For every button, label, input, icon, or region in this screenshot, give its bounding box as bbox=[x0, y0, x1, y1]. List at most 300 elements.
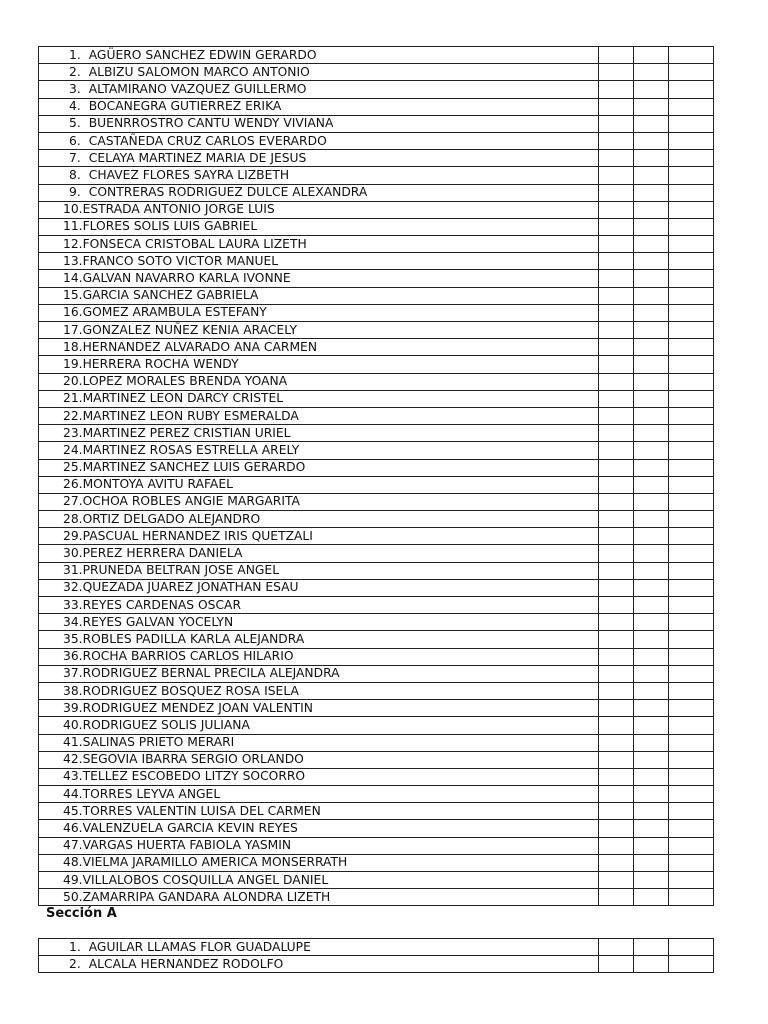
student-name: MARTINEZ LEON DARCY CRISTEL bbox=[82, 391, 284, 406]
row-number: 45. bbox=[63, 803, 83, 818]
student-name: PRUNEDA BELTRAN JOSE ANGEL bbox=[82, 563, 280, 578]
row-number: 27. bbox=[63, 494, 83, 509]
check-cell-3[interactable] bbox=[669, 201, 714, 218]
check-cell-1[interactable] bbox=[599, 373, 634, 390]
check-cell-1[interactable] bbox=[599, 803, 634, 820]
student-name-cell bbox=[39, 64, 599, 81]
student-name-cell bbox=[39, 201, 599, 218]
row-number: 12. bbox=[63, 236, 83, 251]
check-cell-1[interactable] bbox=[599, 236, 634, 253]
student-name-cell bbox=[39, 682, 599, 699]
check-cell-3[interactable] bbox=[669, 786, 714, 803]
table-row bbox=[39, 631, 714, 648]
check-cell-2[interactable] bbox=[634, 425, 669, 442]
check-cell-2[interactable] bbox=[634, 390, 669, 407]
check-cell-3[interactable] bbox=[669, 150, 714, 167]
check-cell-2[interactable] bbox=[634, 339, 669, 356]
check-cell-1[interactable] bbox=[599, 304, 634, 321]
student-name: PASCUAL HERNANDEZ IRIS QUETZALI bbox=[82, 528, 313, 543]
check-cell-2[interactable] bbox=[634, 218, 669, 235]
check-cell-2[interactable] bbox=[634, 631, 669, 648]
check-cell-2[interactable] bbox=[634, 854, 669, 871]
check-cell-1[interactable] bbox=[599, 511, 634, 528]
check-cell-1[interactable] bbox=[599, 717, 634, 734]
check-cell-3[interactable] bbox=[669, 682, 714, 699]
check-cell-3[interactable] bbox=[669, 459, 714, 476]
student-name: HERNANDEZ ALVARADO ANA CARMEN bbox=[82, 339, 318, 354]
check-cell-3[interactable] bbox=[669, 648, 714, 665]
student-name: CONTRERAS RODRIGUEZ DULCE ALEXANDRA bbox=[88, 185, 368, 200]
check-cell-2[interactable] bbox=[634, 820, 669, 837]
table-row bbox=[39, 889, 714, 906]
check-cell-2[interactable] bbox=[634, 562, 669, 579]
check-cell-1[interactable] bbox=[599, 648, 634, 665]
student-name-cell bbox=[39, 872, 599, 889]
row-number: 41. bbox=[63, 735, 83, 750]
check-cell-3[interactable] bbox=[669, 132, 714, 149]
check-cell-2[interactable] bbox=[634, 442, 669, 459]
check-cell-1[interactable] bbox=[599, 682, 634, 699]
student-name: MONTOYA AVITU RAFAEL bbox=[82, 477, 233, 492]
row-number: 31. bbox=[63, 563, 83, 578]
check-cell-2[interactable] bbox=[634, 717, 669, 734]
table-row bbox=[39, 132, 714, 149]
student-name-cell bbox=[39, 665, 599, 682]
check-cell-1[interactable] bbox=[599, 81, 634, 98]
table-row bbox=[39, 820, 714, 837]
check-cell-2[interactable] bbox=[634, 115, 669, 132]
check-cell-1[interactable] bbox=[599, 562, 634, 579]
student-name: BOCANEGRA GUTIERREZ ERIKA bbox=[88, 99, 282, 114]
table-row bbox=[39, 717, 714, 734]
check-cell-3[interactable] bbox=[669, 236, 714, 253]
check-cell-2[interactable] bbox=[634, 253, 669, 270]
check-cell-2[interactable] bbox=[634, 768, 669, 785]
row-number: 44. bbox=[63, 786, 83, 801]
check-cell-2[interactable] bbox=[634, 751, 669, 768]
check-cell-2[interactable] bbox=[634, 201, 669, 218]
student-name: ORTIZ DELGADO ALEJANDRO bbox=[82, 511, 261, 526]
check-cell-2[interactable] bbox=[634, 511, 669, 528]
check-cell-1[interactable] bbox=[599, 956, 634, 973]
check-cell-3[interactable] bbox=[669, 734, 714, 751]
check-cell-3[interactable] bbox=[669, 81, 714, 98]
student-name: ROCHA BARRIOS CARLOS HILARIO bbox=[82, 649, 294, 664]
check-cell-2[interactable] bbox=[634, 872, 669, 889]
table-row bbox=[39, 81, 714, 98]
check-cell-3[interactable] bbox=[669, 854, 714, 871]
check-cell-2[interactable] bbox=[634, 81, 669, 98]
section-a-roster-body bbox=[39, 939, 714, 973]
check-cell-2[interactable] bbox=[634, 167, 669, 184]
check-cell-1[interactable] bbox=[599, 939, 634, 956]
student-name-cell bbox=[39, 236, 599, 253]
check-cell-3[interactable] bbox=[669, 47, 714, 64]
check-cell-3[interactable] bbox=[669, 528, 714, 545]
row-number: 42. bbox=[63, 752, 83, 767]
check-cell-1[interactable] bbox=[599, 597, 634, 614]
row-number: 29. bbox=[63, 528, 83, 543]
check-cell-3[interactable] bbox=[669, 425, 714, 442]
check-cell-2[interactable] bbox=[634, 597, 669, 614]
check-cell-1[interactable] bbox=[599, 442, 634, 459]
check-cell-1[interactable] bbox=[599, 64, 634, 81]
student-name: TORRES LEYVA ANGEL bbox=[82, 786, 221, 801]
student-name: MARTINEZ ROSAS ESTRELLA ARELY bbox=[82, 442, 300, 457]
student-name: GARCIA SANCHEZ GABRIELA bbox=[82, 288, 259, 303]
check-cell-2[interactable] bbox=[634, 236, 669, 253]
table-row bbox=[39, 339, 714, 356]
check-cell-1[interactable] bbox=[599, 579, 634, 596]
row-number: 10. bbox=[63, 202, 83, 217]
row-number: 26. bbox=[63, 477, 83, 492]
check-cell-2[interactable] bbox=[634, 459, 669, 476]
check-cell-2[interactable] bbox=[634, 734, 669, 751]
check-cell-1[interactable] bbox=[599, 734, 634, 751]
student-name-cell bbox=[39, 339, 599, 356]
student-name: SEGOVIA IBARRA SERGIO ORLANDO bbox=[82, 752, 304, 767]
check-cell-1[interactable] bbox=[599, 167, 634, 184]
student-name-cell bbox=[39, 854, 599, 871]
check-cell-2[interactable] bbox=[634, 150, 669, 167]
table-row bbox=[39, 939, 714, 956]
check-cell-1[interactable] bbox=[599, 253, 634, 270]
check-cell-1[interactable] bbox=[599, 700, 634, 717]
check-cell-3[interactable] bbox=[669, 442, 714, 459]
table-row bbox=[39, 150, 714, 167]
table-row bbox=[39, 837, 714, 854]
table-row bbox=[39, 236, 714, 253]
check-cell-1[interactable] bbox=[599, 820, 634, 837]
row-number: 18. bbox=[63, 339, 83, 354]
student-name: QUEZADA JUAREZ JONATHAN ESAU bbox=[82, 580, 299, 595]
check-cell-3[interactable] bbox=[669, 837, 714, 854]
check-cell-2[interactable] bbox=[634, 700, 669, 717]
row-number: 2. bbox=[69, 956, 81, 971]
check-cell-2[interactable] bbox=[634, 98, 669, 115]
student-name: MARTINEZ LEON RUBY ESMERALDA bbox=[82, 408, 299, 423]
table-row bbox=[39, 287, 714, 304]
check-cell-1[interactable] bbox=[599, 872, 634, 889]
student-name-cell bbox=[39, 476, 599, 493]
check-cell-2[interactable] bbox=[634, 184, 669, 201]
student-name: VIELMA JARAMILLO AMERICA MONSERRATH bbox=[82, 855, 348, 870]
row-number: 38. bbox=[63, 683, 83, 698]
student-name-cell bbox=[39, 390, 599, 407]
check-cell-1[interactable] bbox=[599, 425, 634, 442]
table-row bbox=[39, 545, 714, 562]
section-a-roster-table bbox=[38, 938, 714, 973]
table-row bbox=[39, 700, 714, 717]
check-cell-3[interactable] bbox=[669, 407, 714, 424]
student-name-cell bbox=[39, 939, 599, 956]
check-cell-2[interactable] bbox=[634, 956, 669, 973]
check-cell-2[interactable] bbox=[634, 889, 669, 906]
student-name-cell bbox=[39, 528, 599, 545]
check-cell-2[interactable] bbox=[634, 545, 669, 562]
student-name-cell bbox=[39, 803, 599, 820]
check-cell-2[interactable] bbox=[634, 786, 669, 803]
check-cell-1[interactable] bbox=[599, 150, 634, 167]
student-name: REYES GALVAN YOCELYN bbox=[82, 614, 234, 629]
check-cell-2[interactable] bbox=[634, 682, 669, 699]
check-cell-3[interactable] bbox=[669, 253, 714, 270]
row-number: 47. bbox=[63, 838, 83, 853]
row-number: 16. bbox=[63, 305, 83, 320]
check-cell-1[interactable] bbox=[599, 339, 634, 356]
row-number: 20. bbox=[63, 374, 83, 389]
check-cell-2[interactable] bbox=[634, 407, 669, 424]
check-cell-1[interactable] bbox=[599, 493, 634, 510]
student-name-cell bbox=[39, 373, 599, 390]
check-cell-2[interactable] bbox=[634, 373, 669, 390]
table-row bbox=[39, 528, 714, 545]
check-cell-1[interactable] bbox=[599, 287, 634, 304]
student-name-cell bbox=[39, 786, 599, 803]
check-cell-1[interactable] bbox=[599, 184, 634, 201]
student-name: AGÜERO SANCHEZ EDWIN GERARDO bbox=[88, 47, 317, 62]
table-row bbox=[39, 768, 714, 785]
student-name: FONSECA CRISTOBAL LAURA LIZETH bbox=[82, 236, 307, 251]
row-number: 33. bbox=[63, 597, 83, 612]
check-cell-1[interactable] bbox=[599, 631, 634, 648]
section-title: Sección A bbox=[46, 906, 117, 921]
student-roster-table bbox=[38, 46, 714, 906]
row-number: 36. bbox=[63, 649, 83, 664]
check-cell-1[interactable] bbox=[599, 665, 634, 682]
student-name-cell bbox=[39, 889, 599, 906]
table-row bbox=[39, 511, 714, 528]
check-cell-3[interactable] bbox=[669, 287, 714, 304]
check-cell-1[interactable] bbox=[599, 407, 634, 424]
check-cell-2[interactable] bbox=[634, 64, 669, 81]
row-number: 49. bbox=[63, 872, 83, 887]
student-name-cell bbox=[39, 253, 599, 270]
row-number: 19. bbox=[63, 356, 83, 371]
check-cell-1[interactable] bbox=[599, 768, 634, 785]
check-cell-3[interactable] bbox=[669, 476, 714, 493]
check-cell-3[interactable] bbox=[669, 511, 714, 528]
check-cell-1[interactable] bbox=[599, 47, 634, 64]
check-cell-2[interactable] bbox=[634, 579, 669, 596]
check-cell-2[interactable] bbox=[634, 304, 669, 321]
table-row bbox=[39, 459, 714, 476]
student-name: TORRES VALENTIN LUISA DEL CARMEN bbox=[82, 803, 321, 818]
check-cell-1[interactable] bbox=[599, 132, 634, 149]
student-name-cell bbox=[39, 614, 599, 631]
check-cell-3[interactable] bbox=[669, 270, 714, 287]
table-row bbox=[39, 253, 714, 270]
check-cell-2[interactable] bbox=[634, 287, 669, 304]
check-cell-2[interactable] bbox=[634, 837, 669, 854]
check-cell-3[interactable] bbox=[669, 717, 714, 734]
check-cell-1[interactable] bbox=[599, 837, 634, 854]
check-cell-2[interactable] bbox=[634, 614, 669, 631]
student-name: AGUILAR LLAMAS FLOR GUADALUPE bbox=[88, 939, 311, 954]
student-name: ALCALA HERNANDEZ RODOLFO bbox=[88, 956, 284, 971]
student-name-cell bbox=[39, 47, 599, 64]
table-row bbox=[39, 407, 714, 424]
student-name: PEREZ HERRERA DANIELA bbox=[82, 546, 243, 561]
check-cell-1[interactable] bbox=[599, 356, 634, 373]
check-cell-3[interactable] bbox=[669, 665, 714, 682]
check-cell-3[interactable] bbox=[669, 562, 714, 579]
table-row bbox=[39, 751, 714, 768]
student-name: CHAVEZ FLORES SAYRA LIZBETH bbox=[88, 167, 290, 182]
check-cell-1[interactable] bbox=[599, 390, 634, 407]
check-cell-3[interactable] bbox=[669, 751, 714, 768]
check-cell-3[interactable] bbox=[669, 803, 714, 820]
table-row bbox=[39, 682, 714, 699]
row-number: 11. bbox=[63, 219, 83, 234]
table-row bbox=[39, 390, 714, 407]
student-name: FRANCO SOTO VICTOR MANUEL bbox=[82, 253, 279, 268]
check-cell-3[interactable] bbox=[669, 768, 714, 785]
check-cell-1[interactable] bbox=[599, 751, 634, 768]
check-cell-2[interactable] bbox=[634, 47, 669, 64]
student-name-cell bbox=[39, 184, 599, 201]
table-row bbox=[39, 614, 714, 631]
table-row bbox=[39, 425, 714, 442]
check-cell-2[interactable] bbox=[634, 665, 669, 682]
check-cell-2[interactable] bbox=[634, 322, 669, 339]
student-name: ESTRADA ANTONIO JORGE LUIS bbox=[82, 202, 275, 217]
student-name-cell bbox=[39, 511, 599, 528]
check-cell-1[interactable] bbox=[599, 98, 634, 115]
check-cell-3[interactable] bbox=[669, 579, 714, 596]
check-cell-1[interactable] bbox=[599, 786, 634, 803]
table-row bbox=[39, 648, 714, 665]
student-name-cell bbox=[39, 407, 599, 424]
student-name-cell bbox=[39, 287, 599, 304]
student-name: FLORES SOLIS LUIS GABRIEL bbox=[82, 219, 258, 234]
check-cell-3[interactable] bbox=[669, 939, 714, 956]
student-name-cell bbox=[39, 820, 599, 837]
check-cell-3[interactable] bbox=[669, 493, 714, 510]
check-cell-2[interactable] bbox=[634, 493, 669, 510]
table-row bbox=[39, 322, 714, 339]
row-number: 17. bbox=[63, 322, 83, 337]
table-row bbox=[39, 872, 714, 889]
row-number: 50. bbox=[63, 889, 83, 904]
check-cell-3[interactable] bbox=[669, 167, 714, 184]
student-name-cell bbox=[39, 304, 599, 321]
check-cell-2[interactable] bbox=[634, 803, 669, 820]
check-cell-3[interactable] bbox=[669, 356, 714, 373]
student-name-cell bbox=[39, 751, 599, 768]
check-cell-3[interactable] bbox=[669, 956, 714, 973]
check-cell-2[interactable] bbox=[634, 132, 669, 149]
student-name: ZAMARRIPA GANDARA ALONDRA LIZETH bbox=[82, 889, 331, 904]
student-name-cell bbox=[39, 648, 599, 665]
check-cell-3[interactable] bbox=[669, 390, 714, 407]
row-number: 1. bbox=[69, 47, 81, 62]
row-number: 34. bbox=[63, 614, 83, 629]
check-cell-3[interactable] bbox=[669, 339, 714, 356]
student-name: CASTAÑEDA CRUZ CARLOS EVERARDO bbox=[88, 133, 327, 148]
check-cell-3[interactable] bbox=[669, 184, 714, 201]
check-cell-1[interactable] bbox=[599, 270, 634, 287]
table-row bbox=[39, 64, 714, 81]
row-number: 5. bbox=[69, 116, 81, 131]
check-cell-3[interactable] bbox=[669, 115, 714, 132]
student-name-cell bbox=[39, 597, 599, 614]
check-cell-1[interactable] bbox=[599, 528, 634, 545]
check-cell-1[interactable] bbox=[599, 459, 634, 476]
check-cell-3[interactable] bbox=[669, 218, 714, 235]
row-number: 13. bbox=[63, 253, 83, 268]
student-name: VILLALOBOS COSQUILLA ANGEL DANIEL bbox=[82, 872, 329, 887]
student-name: GOMEZ ARAMBULA ESTEFANY bbox=[82, 305, 267, 320]
table-row bbox=[39, 184, 714, 201]
check-cell-1[interactable] bbox=[599, 889, 634, 906]
table-row bbox=[39, 476, 714, 493]
check-cell-1[interactable] bbox=[599, 614, 634, 631]
table-row bbox=[39, 854, 714, 871]
student-name-cell bbox=[39, 579, 599, 596]
row-number: 43. bbox=[63, 769, 83, 784]
check-cell-3[interactable] bbox=[669, 889, 714, 906]
table-row bbox=[39, 665, 714, 682]
check-cell-3[interactable] bbox=[669, 304, 714, 321]
student-name-cell bbox=[39, 493, 599, 510]
check-cell-3[interactable] bbox=[669, 597, 714, 614]
table-row bbox=[39, 270, 714, 287]
student-name: HERRERA ROCHA WENDY bbox=[82, 356, 239, 371]
student-name-cell bbox=[39, 270, 599, 287]
check-cell-3[interactable] bbox=[669, 545, 714, 562]
check-cell-1[interactable] bbox=[599, 322, 634, 339]
student-name-cell bbox=[39, 167, 599, 184]
check-cell-3[interactable] bbox=[669, 872, 714, 889]
check-cell-3[interactable] bbox=[669, 700, 714, 717]
check-cell-2[interactable] bbox=[634, 648, 669, 665]
check-cell-3[interactable] bbox=[669, 64, 714, 81]
row-number: 40. bbox=[63, 717, 83, 732]
check-cell-1[interactable] bbox=[599, 218, 634, 235]
check-cell-2[interactable] bbox=[634, 528, 669, 545]
check-cell-2[interactable] bbox=[634, 939, 669, 956]
check-cell-2[interactable] bbox=[634, 270, 669, 287]
row-number: 32. bbox=[63, 580, 83, 595]
row-number: 6. bbox=[69, 133, 81, 148]
row-number: 21. bbox=[63, 391, 83, 406]
table-row bbox=[39, 356, 714, 373]
check-cell-1[interactable] bbox=[599, 545, 634, 562]
check-cell-3[interactable] bbox=[669, 631, 714, 648]
check-cell-3[interactable] bbox=[669, 820, 714, 837]
row-number: 1. bbox=[69, 939, 81, 954]
check-cell-3[interactable] bbox=[669, 322, 714, 339]
student-name-cell bbox=[39, 562, 599, 579]
check-cell-1[interactable] bbox=[599, 854, 634, 871]
check-cell-2[interactable] bbox=[634, 476, 669, 493]
check-cell-3[interactable] bbox=[669, 373, 714, 390]
check-cell-1[interactable] bbox=[599, 115, 634, 132]
student-roster-body bbox=[39, 47, 714, 906]
student-name-cell bbox=[39, 98, 599, 115]
check-cell-3[interactable] bbox=[669, 614, 714, 631]
check-cell-3[interactable] bbox=[669, 98, 714, 115]
check-cell-1[interactable] bbox=[599, 201, 634, 218]
row-number: 25. bbox=[63, 460, 83, 475]
row-number: 48. bbox=[63, 855, 83, 870]
student-name-cell bbox=[39, 322, 599, 339]
row-number: 7. bbox=[69, 150, 81, 165]
check-cell-1[interactable] bbox=[599, 476, 634, 493]
check-cell-2[interactable] bbox=[634, 356, 669, 373]
student-name: REYES CARDENAS OSCAR bbox=[82, 597, 242, 612]
